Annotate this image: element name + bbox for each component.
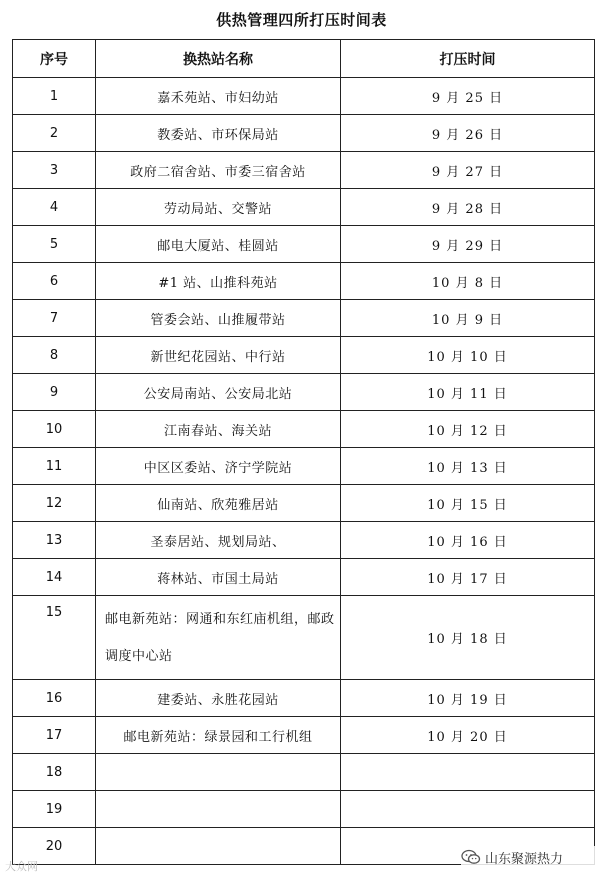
row-number: 4 bbox=[13, 189, 96, 226]
row-number: 13 bbox=[13, 522, 96, 559]
test-date bbox=[341, 791, 595, 828]
station-name: 中区区委站、济宁学院站 bbox=[96, 448, 341, 485]
station-name: 劳动局站、交警站 bbox=[96, 189, 341, 226]
table-row bbox=[13, 485, 595, 522]
station-name: 圣泰居站、规划局站、 bbox=[96, 522, 341, 559]
pressure-test-schedule-table bbox=[12, 39, 595, 865]
wechat-account-name: 山东聚源热力 bbox=[485, 851, 564, 867]
row-number: 11 bbox=[13, 448, 96, 485]
test-date: 10 月 11 日 bbox=[341, 374, 595, 411]
watermark-wechat-account bbox=[461, 846, 597, 868]
table-row bbox=[13, 337, 595, 374]
station-name: 邮电新苑站：绿景园和工行机组 bbox=[96, 717, 341, 754]
row-number: 8 bbox=[13, 337, 96, 374]
station-name: 政府二宿舍站、市委三宿舍站 bbox=[96, 152, 341, 189]
test-date bbox=[341, 754, 595, 791]
test-date: 9 月 28 日 bbox=[341, 189, 595, 226]
watermark-dazhong: 大众网 bbox=[5, 860, 38, 873]
row-number: 2 bbox=[13, 115, 96, 152]
row-number: 3 bbox=[13, 152, 96, 189]
row-number: 14 bbox=[13, 559, 96, 596]
wechat-icon bbox=[461, 849, 481, 865]
row-number: 10 bbox=[13, 411, 96, 448]
test-date: 10 月 9 日 bbox=[341, 300, 595, 337]
table-row bbox=[13, 78, 595, 115]
table-row bbox=[13, 115, 595, 152]
table-row bbox=[13, 522, 595, 559]
table-row bbox=[13, 152, 595, 189]
table-row bbox=[13, 189, 595, 226]
test-date: 10 月 20 日 bbox=[341, 717, 595, 754]
row-number: 18 bbox=[13, 754, 96, 791]
table-row bbox=[13, 717, 595, 754]
station-name: 邮电大厦站、桂圆站 bbox=[96, 226, 341, 263]
test-date: 9 月 29 日 bbox=[341, 226, 595, 263]
station-name: 邮电新苑站：网通和东红庙机组，邮政调度中心站 bbox=[96, 596, 341, 680]
station-name bbox=[96, 791, 341, 828]
station-name: 新世纪花园站、中行站 bbox=[96, 337, 341, 374]
test-date: 10 月 10 日 bbox=[341, 337, 595, 374]
table-row bbox=[13, 411, 595, 448]
table-row bbox=[13, 559, 595, 596]
station-name: 江南春站、海关站 bbox=[96, 411, 341, 448]
test-date: 9 月 25 日 bbox=[341, 78, 595, 115]
station-name: 蒋林站、市国土局站 bbox=[96, 559, 341, 596]
table-row bbox=[13, 754, 595, 791]
row-number: 5 bbox=[13, 226, 96, 263]
row-number: 9 bbox=[13, 374, 96, 411]
test-date: 10 月 16 日 bbox=[341, 522, 595, 559]
station-name: 建委站、永胜花园站 bbox=[96, 680, 341, 717]
test-date: 10 月 17 日 bbox=[341, 559, 595, 596]
header-no: 序号 bbox=[13, 40, 96, 78]
table-row bbox=[13, 791, 595, 828]
test-date: 10 月 8 日 bbox=[341, 263, 595, 300]
header-date: 打压时间 bbox=[341, 40, 595, 78]
row-number: 19 bbox=[13, 791, 96, 828]
row-number: 16 bbox=[13, 680, 96, 717]
row-number: 17 bbox=[13, 717, 96, 754]
table-header-row bbox=[13, 40, 595, 78]
row-number: 12 bbox=[13, 485, 96, 522]
station-name bbox=[96, 754, 341, 791]
station-name: 教委站、市环保局站 bbox=[96, 115, 341, 152]
table-row bbox=[13, 596, 595, 680]
test-date: 10 月 19 日 bbox=[341, 680, 595, 717]
test-date: 10 月 12 日 bbox=[341, 411, 595, 448]
row-number: 7 bbox=[13, 300, 96, 337]
station-name bbox=[96, 828, 341, 865]
station-name: 管委会站、山推履带站 bbox=[96, 300, 341, 337]
table-row bbox=[13, 263, 595, 300]
test-date: 10 月 18 日 bbox=[341, 596, 595, 680]
row-number: 6 bbox=[13, 263, 96, 300]
table-row bbox=[13, 680, 595, 717]
test-date: 9 月 26 日 bbox=[341, 115, 595, 152]
row-number: 15 bbox=[13, 596, 96, 680]
row-number: 20 bbox=[13, 828, 96, 865]
document-title: 供热管理四所打压时间表 bbox=[216, 11, 387, 29]
table-row bbox=[13, 374, 595, 411]
station-name: 嘉禾苑站、市妇幼站 bbox=[96, 78, 341, 115]
row-number: 1 bbox=[13, 78, 96, 115]
test-date: 10 月 15 日 bbox=[341, 485, 595, 522]
station-name: 仙南站、欣苑雅居站 bbox=[96, 485, 341, 522]
table-row bbox=[13, 226, 595, 263]
test-date: 9 月 27 日 bbox=[341, 152, 595, 189]
test-date: 10 月 13 日 bbox=[341, 448, 595, 485]
table-row bbox=[13, 448, 595, 485]
station-name: #1 站、山推科苑站 bbox=[96, 263, 341, 300]
table-row bbox=[13, 300, 595, 337]
station-name: 公安局南站、公安局北站 bbox=[96, 374, 341, 411]
header-station: 换热站名称 bbox=[96, 40, 341, 78]
